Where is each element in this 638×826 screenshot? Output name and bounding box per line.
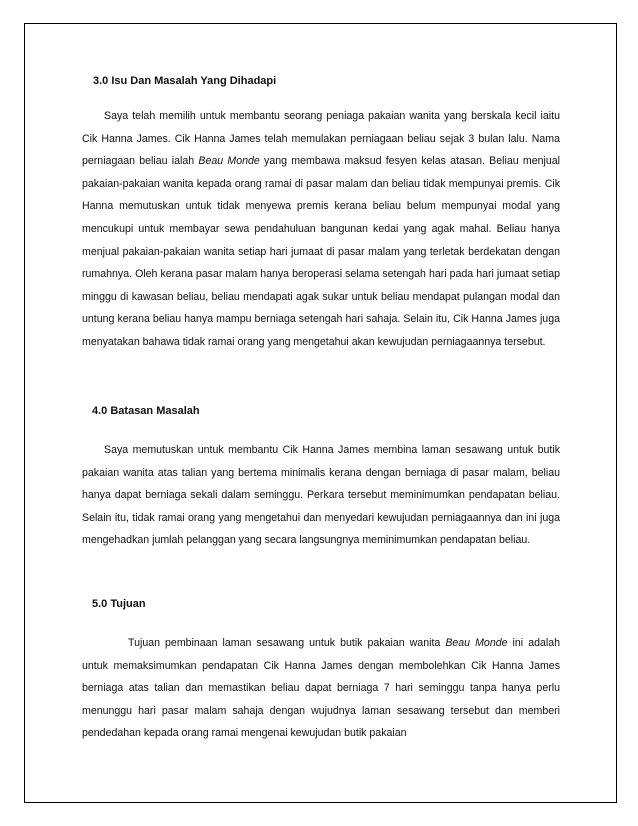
section-3-text-a: Saya telah memilih untuk membantu seorang peniaga pakaian wanita yang berskala kecil iaitu Cik Hanna James. Cik Hanna James telah memulakan perniagaan beliau sejak 3 bulan lalu. Nama perniagaan beliau ialah: [82, 110, 560, 168]
section-5-text-a: Tujuan pembinaan laman sesawang untuk butik pakaian wanita: [128, 637, 446, 649]
section-5-text-b: ini adalah untuk memaksimumkan pendapatan Cik Hanna James dengan membolehkan Cik Hanna James berniaga atas talian dan memastikan beliau dapat berniaga 7 hari seminggu tanpa hanya perlu menunggu hari pasar malam sahaja dengan wujudnya laman sesawang tersebut dan memberi pendedahan kepada orang ramai mengenai kewujudan butik pakaian: [82, 637, 561, 740]
section-4-heading: 4.0 Batasan Masalah: [92, 405, 200, 417]
section-3-brand-name: Beau Monde: [198, 155, 260, 168]
section-3-text-b: yang membawa maksud fesyen kelas atasan. Beliau menjual pakaian-pakaian wanita kepada orang ramai di pasar malam dan beliau tidak mempunyai premis. Cik Hanna memutuskan untuk tidak menyewa premis kerana beliau belum mempunyai modal yang mencukupi untuk membayar sewa pendahuluan bangunan kedai yang agak mahal. Beliau hanya menjual pakaian-pakaian wanita setiap hari jumaat di pasar malam yang terletak berdekatan dengan rumahnya. Oleh kerana pasar malam hanya beroperasi selama setengah hari pada hari jumaat setiap minggu di kawasan beliau, beliau mendapati agak sukar untuk beliau mendapat pulangan modal dan untung kerana beliau hanya mampu berniaga setengah hari sahaja. Selain itu, Cik Hanna James juga menyatakan bahawa tidak ramai orang yang mengetahui akan kewujudan perniagaannya tersebut.: [82, 155, 560, 348]
section-5-paragraph: [82, 632, 560, 745]
section-3-paragraph: [82, 105, 560, 354]
section-5-brand-name: Beau Monde: [445, 637, 508, 649]
section-4-text: Saya memutuskan untuk membantu Cik Hanna James membina laman sesawang untuk butik pakaian wanita atas talian yang bertema minimalis kerana dengan berniaga di pasar malam, beliau hanya dapat berniaga sekali dalam seminggu. Perkara tersebut meminimumkan pendapatan beliau. Selain itu, tidak ramai orang yang mengetahui dan menyedari kewujudan perniagaannya dan ini juga mengehadkan jumlah pelanggan yang secara langsungnya meminimumkan pendapatan beliau.: [82, 444, 560, 547]
section-5-heading: 5.0 Tujuan: [92, 598, 146, 610]
section-3-heading: 3.0 Isu Dan Masalah Yang Dihadapi: [93, 75, 277, 87]
section-4-paragraph: [82, 439, 560, 552]
